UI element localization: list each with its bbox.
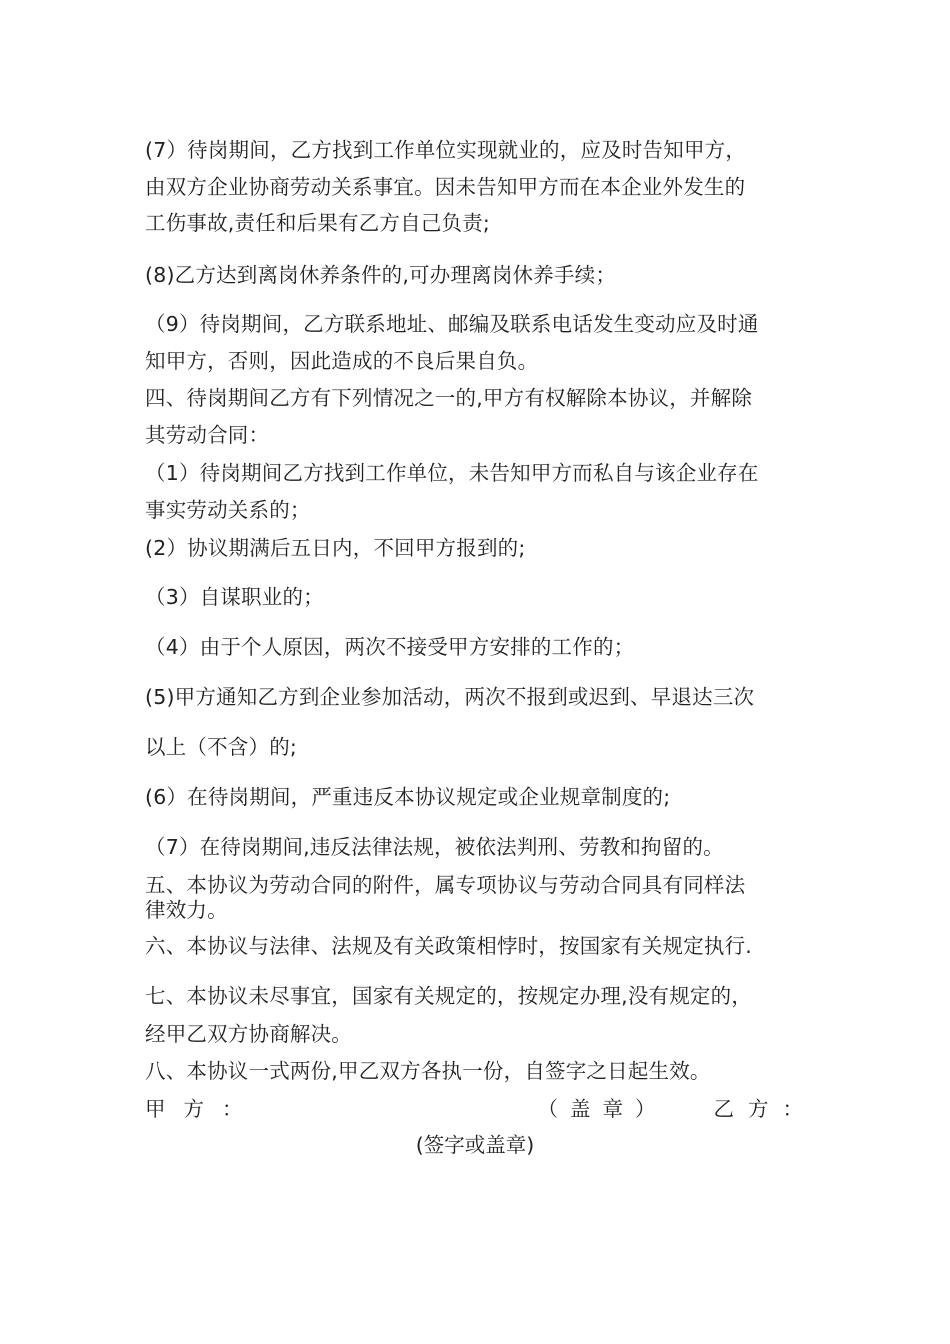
text-line: (8)乙方达到离岗休养条件的,可办理离岗休养手续； xyxy=(145,263,617,287)
sign-or-seal-label: (签字或盖章) xyxy=(415,1133,535,1157)
text-line: 由双方企业协商劳动关系事宜。因未告知甲方而在本企业外发生的 xyxy=(145,175,746,199)
signature-row xyxy=(145,1096,817,1122)
text-line: (6）在待岗期间，严重违反本协议规定或企业规章制度的; xyxy=(145,785,671,809)
party-a-label: 甲方： xyxy=(145,1097,261,1121)
text-line: 工伤事故,责任和后果有乙方自己负责; xyxy=(145,211,491,235)
text-line: 四、待岗期间乙方有下列情况之一的,甲方有权解除本协议，并解除 xyxy=(145,386,753,410)
text-line: (7）待岗期间，乙方找到工作单位实现就业的，应及时告知甲方， xyxy=(145,138,747,162)
text-line: 七、本协议未尽事宜，国家有关规定的，按规定办理,没有规定的， xyxy=(145,984,753,1008)
text-line: （9）待岗期间，乙方联系地址、邮编及联系电话发生变动应及时通 xyxy=(145,312,759,336)
text-line: （4）由于个人原因，两次不接受甲方安排的工作的； xyxy=(145,635,635,659)
text-line: 八、本协议一式两份,甲乙双方各执一份，自签字之日起生效。 xyxy=(145,1059,711,1083)
text-line: 知甲方，否则，因此造成的不良后果自负。 xyxy=(145,349,539,373)
party-b-label: 乙方： xyxy=(713,1097,817,1121)
seal-label: （盖章） xyxy=(537,1097,668,1121)
text-line: （3）自谋职业的； xyxy=(145,585,324,609)
text-line: （1）待岗期间乙方找到工作单位，未告知甲方而私自与该企业存在 xyxy=(145,461,759,485)
text-line: 经甲乙双方协商解决。 xyxy=(145,1022,352,1046)
text-line: 其劳动合同： xyxy=(145,423,270,447)
text-line: 律效力。 xyxy=(145,898,228,922)
signature-right xyxy=(538,1096,818,1122)
text-line: 以上（不含）的; xyxy=(145,735,298,759)
text-line: 六、本协议与法律、法规及有关政策相悖时，按国家有关规定执行. xyxy=(145,934,753,958)
text-line: （7）在待岗期间,违反法律法规，被依法判刑、劳教和拘留的。 xyxy=(145,835,724,859)
text-line: 事实劳动关系的； xyxy=(145,498,311,522)
text-line: (2）协议期满后五日内，不回甲方报到的; xyxy=(145,536,526,560)
text-line: (5)甲方通知乙方到企业参加活动，两次不报到或迟到、早退达三次 xyxy=(145,685,755,709)
text-line: 五、本协议为劳动合同的附件，属专项协议与劳动合同具有同样法 xyxy=(145,873,746,897)
